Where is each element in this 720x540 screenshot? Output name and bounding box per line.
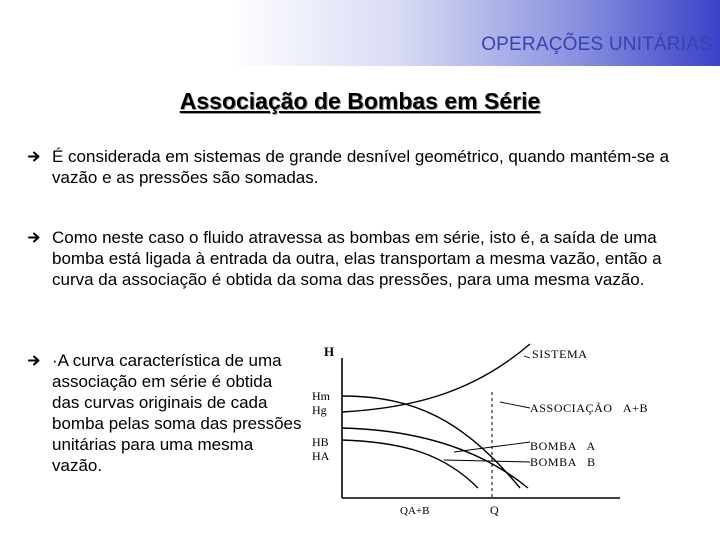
pump-curves-figure	[304, 332, 704, 526]
bullet-text: É considerada em sistemas de grande desnível geométrico, quando mantém-se a vazão e as pressões são somadas.	[52, 147, 670, 187]
header-band	[0, 0, 720, 66]
section-title: OPERAÇÕES UNITÁRIAS	[481, 34, 712, 55]
leader-associacao	[500, 402, 530, 408]
bullet-item	[28, 146, 678, 188]
pump-b-curve	[342, 440, 478, 488]
leader-sistema	[524, 356, 530, 358]
bomba-b-label: BOMBA B	[530, 455, 596, 469]
sistema-label: SISTEMA	[532, 347, 588, 361]
system-curve	[342, 344, 530, 412]
slide-title: Associação de Bombas em Série	[179, 88, 541, 114]
q-assoc-label: QA+B	[400, 505, 430, 517]
bullet-item	[28, 227, 678, 290]
leader-bomba-a	[454, 442, 530, 452]
ha-label: HA	[312, 449, 330, 463]
arrow-right-icon	[28, 227, 42, 248]
bullet-text: ·A curva característica de uma associação em série é obtida das curvas originais de cada bomba pelas soma das pressões unitárias para uma mesma vazão.	[52, 351, 302, 475]
hb-label: HB	[312, 435, 329, 449]
bomba-a-label: BOMBA A	[530, 439, 596, 453]
arrow-right-icon	[28, 146, 42, 167]
hg-label: Hg	[312, 403, 327, 417]
hm-label: Hm	[312, 389, 330, 403]
associacao-label: ASSOCIAÇÃO A+B	[530, 401, 649, 415]
y-axis-label: H	[324, 344, 335, 359]
bullet-item	[28, 350, 304, 476]
x-axis-label: Q	[490, 503, 499, 517]
bullet-text: Como neste caso o fluido atravessa as bombas em série, isto é, a saída de uma bomba está ligada à entrada da outra, elas transportam a mesma vazão, então a curva da associação é obtida da soma das pressões, para uma mesma vazão.	[52, 228, 662, 289]
arrow-right-icon	[28, 350, 42, 371]
pump-curves-diagram	[304, 332, 704, 526]
